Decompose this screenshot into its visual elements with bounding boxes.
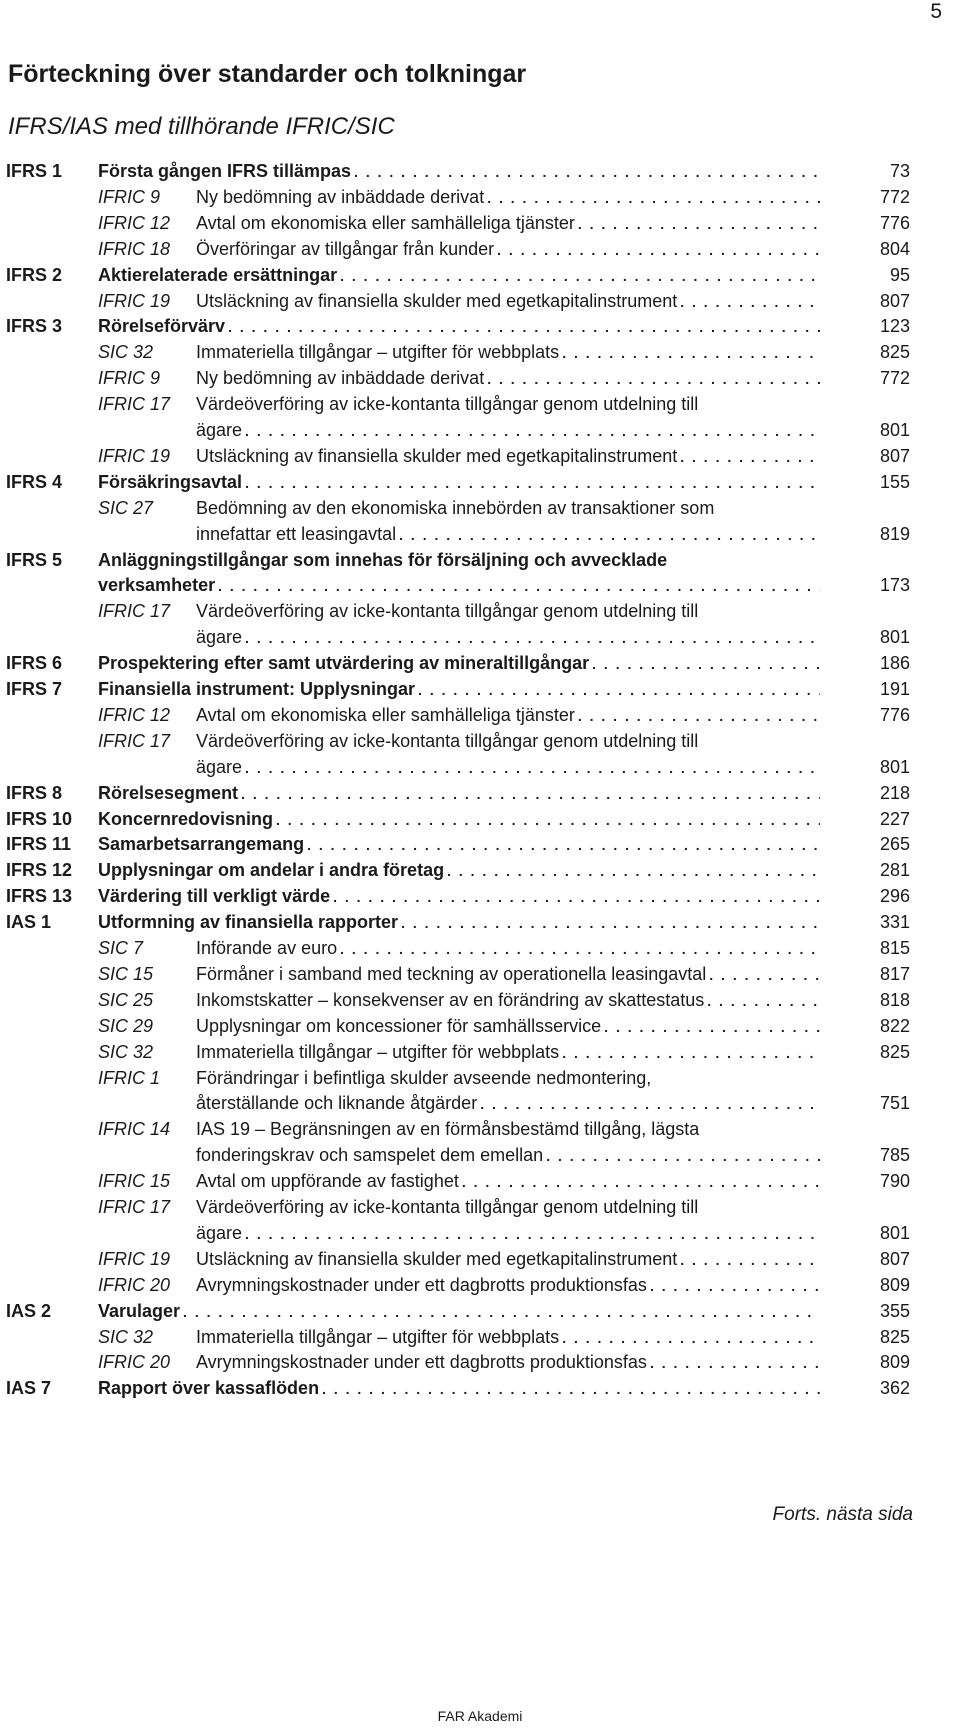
toc-page-number: 807 — [879, 1248, 910, 1269]
toc-interpretation-code: IFRIC 19 — [98, 1248, 171, 1269]
toc-standard-code: IFRS 7 — [6, 679, 63, 699]
toc-page-number: 785 — [879, 1145, 910, 1166]
toc-page-number: 95 — [889, 264, 910, 285]
toc-interpretation-code: IFRIC 20 — [98, 1274, 171, 1295]
toc-entry[interactable] — [0, 882, 960, 911]
toc-entry[interactable] — [0, 805, 960, 834]
toc-interpretation-code: IFRIC 1 — [98, 1067, 161, 1088]
toc-interpretation-code: IFRIC 19 — [98, 290, 171, 311]
toc-entry[interactable] — [0, 520, 960, 549]
toc-page-number: 815 — [879, 938, 910, 958]
toc-page-number: 186 — [879, 653, 910, 674]
toc-entry-title: Försäkringsavtal — [98, 471, 243, 492]
toc-entry-title: Rörelseförvärv — [98, 316, 226, 337]
toc-page-number: 296 — [879, 886, 910, 907]
toc-entry-title: verksamheter — [98, 575, 216, 596]
toc-entry[interactable] — [0, 209, 960, 238]
toc-standard-code: IFRS 13 — [6, 886, 73, 907]
toc-interpretation-code: SIC 32 — [98, 1041, 154, 1062]
toc-entry[interactable] — [0, 649, 960, 678]
toc-entry-title: Upplysningar om koncessioner för samhällsservice — [196, 1015, 602, 1036]
toc-entry-title: fonderingskrav och samspelet dem emellan — [196, 1145, 544, 1166]
toc-entry[interactable] — [0, 908, 960, 937]
toc-page-number: 807 — [879, 445, 910, 466]
toc-page-number: 751 — [879, 1093, 910, 1114]
toc-entry-title: ägare — [196, 627, 243, 648]
toc-page-number: 801 — [879, 756, 910, 777]
toc-interpretation-code: IFRIC 14 — [98, 1119, 171, 1140]
toc-page-number: 355 — [879, 1300, 910, 1321]
page-number: 5 — [930, 0, 942, 23]
toc-page-number: 801 — [879, 627, 910, 648]
toc-entry[interactable] — [0, 1012, 960, 1041]
toc-page-number: 776 — [879, 212, 910, 233]
toc-entry[interactable] — [0, 1374, 960, 1403]
toc-entry[interactable] — [0, 623, 960, 652]
toc-standard-code: IFRS 11 — [6, 834, 72, 855]
toc-entry-title: Immateriella tillgångar – utgifter för webbplats — [196, 1326, 560, 1347]
toc-standard-code: IAS 7 — [6, 1378, 52, 1399]
continued-note: Forts. nästa sida — [772, 1504, 913, 1525]
toc-interpretation-code: IFRIC 18 — [98, 238, 171, 259]
toc-entry-title: Utsläckning av finansiella skulder med egetkapitalinstrument — [196, 445, 678, 466]
toc-page-number: 801 — [879, 420, 910, 440]
toc-interpretation-code: SIC 25 — [98, 989, 154, 1010]
toc-interpretation-code: IFRIC 19 — [98, 445, 171, 466]
toc-entry-title: Rapport över kassaflöden — [98, 1378, 320, 1399]
toc-page-number: 801 — [879, 1222, 910, 1243]
toc-entry[interactable] — [0, 1141, 960, 1170]
toc-standard-code: IFRS 10 — [6, 808, 73, 829]
toc-entry[interactable] — [0, 312, 960, 341]
toc-entry-title: Förändringar i befintliga skulder avseende nedmontering, — [196, 1067, 652, 1088]
toc-standard-code: IFRS 6 — [6, 653, 63, 674]
toc-entry-title: Finansiella instrument: Upplysningar — [98, 679, 416, 699]
toc-entry-title: Anläggningstillgångar som innehas för försäljning och avvecklade — [98, 549, 668, 570]
toc-interpretation-code: IFRIC 12 — [98, 704, 171, 725]
toc-interpretation-code: IFRIC 9 — [98, 368, 161, 389]
toc-entry-title: Prospektering efter samt utvärdering av mineraltillgångar — [98, 653, 590, 674]
toc-page-number: 123 — [879, 316, 910, 337]
toc-entry[interactable] — [0, 416, 960, 445]
toc-standard-code: IFRS 3 — [6, 316, 63, 337]
toc-entry[interactable] — [0, 338, 960, 367]
toc-entry[interactable] — [0, 830, 960, 859]
toc-standard-code: IAS 1 — [6, 912, 52, 933]
toc-entry-title: ägare — [196, 756, 243, 777]
toc-entry-title: IAS 19 – Begränsningen av en förmånsbestämd tillgång, lägsta — [196, 1119, 700, 1140]
toc-interpretation-code: SIC 7 — [98, 938, 144, 958]
toc-entry-title: Avrymningskostnader under ett dagbrotts produktionsfas — [196, 1352, 647, 1373]
toc-entry[interactable] — [0, 1193, 960, 1222]
toc-standard-code: IFRS 1 — [6, 161, 63, 181]
toc-entry[interactable] — [0, 390, 960, 419]
toc-entry-title: Värdeöverföring av icke-kontanta tillgångar genom utdelning till — [196, 601, 699, 622]
toc-interpretation-code: IFRIC 15 — [98, 1171, 171, 1192]
toc-entry-title: Aktierelaterade ersättningar — [98, 264, 338, 285]
toc-entry[interactable] — [0, 442, 960, 471]
toc-entry[interactable] — [0, 1038, 960, 1067]
toc-entry[interactable] — [0, 1245, 960, 1274]
toc-entry-title: Avrymningskostnader under ett dagbrotts produktionsfas — [196, 1274, 647, 1295]
toc-page-number: 331 — [879, 912, 910, 933]
toc-page-number: 281 — [879, 860, 910, 881]
toc-page-number: 819 — [879, 523, 910, 544]
toc-entry-title: Varulager — [98, 1300, 181, 1321]
toc-interpretation-code: IFRIC 12 — [98, 212, 171, 233]
toc-entry-title: Upplysningar om andelar i andra företag — [98, 860, 445, 881]
toc-page-number: 776 — [879, 704, 910, 725]
toc-page-number: 73 — [889, 161, 910, 181]
toc-entry-title: Avtal om ekonomiska eller samhälleliga tjänster — [196, 704, 575, 725]
toc-entry-title: Bedömning av den ekonomiska innebörden av transaktioner som — [196, 497, 715, 518]
toc-entry[interactable] — [0, 1064, 960, 1093]
toc-entry[interactable] — [0, 779, 960, 808]
page-title: Förteckning över standarder och tolkningar — [8, 60, 527, 88]
toc-entry-title: innefattar ett leasingavtal — [196, 523, 397, 544]
toc-standard-code: IAS 2 — [6, 1300, 52, 1321]
footer-publisher: FAR Akademi — [437, 1708, 523, 1724]
toc-entry-title: Immateriella tillgångar – utgifter för webbplats — [196, 1041, 560, 1062]
toc-entry-title: Utsläckning av finansiella skulder med egetkapitalinstrument — [196, 1248, 678, 1269]
toc-page-number: 155 — [879, 471, 910, 492]
toc-page-number: 817 — [879, 963, 910, 984]
toc-entry[interactable] — [0, 1297, 960, 1326]
toc-page-number: 772 — [879, 368, 910, 389]
toc-entry-title: Ny bedömning av inbäddade derivat — [196, 186, 485, 207]
toc-entry[interactable] — [0, 546, 960, 575]
toc-entry[interactable] — [0, 183, 960, 212]
toc-entry-title: Ny bedömning av inbäddade derivat — [196, 368, 485, 389]
toc-interpretation-code: IFRIC 17 — [98, 394, 171, 415]
toc-entry[interactable] — [0, 1115, 960, 1144]
page-subtitle: IFRS/IAS med tillhörande IFRIC/SIC — [8, 113, 395, 140]
toc-interpretation-code: SIC 32 — [98, 1326, 154, 1347]
toc-entry[interactable] — [0, 675, 960, 704]
toc-page-number: 772 — [879, 186, 910, 207]
toc-entry-title: Värdeöverföring av icke-kontanta tillgångar genom utdelning till — [196, 394, 699, 415]
toc-entry[interactable] — [0, 856, 960, 885]
toc-dot-leader — [322, 1375, 820, 1404]
toc-entry-title: ägare — [196, 1222, 243, 1243]
toc-entry-title: Koncernredovisning — [98, 808, 274, 829]
toc-interpretation-code: SIC 29 — [98, 1015, 154, 1036]
toc-entry[interactable] — [0, 235, 960, 264]
toc-entry[interactable] — [0, 468, 960, 497]
toc-entry-title: Avtal om uppförande av fastighet — [196, 1171, 459, 1192]
toc-interpretation-code: SIC 15 — [98, 963, 154, 984]
toc-page-number: 825 — [879, 342, 910, 363]
toc-entry-title: återställande och liknande åtgärder — [196, 1093, 478, 1114]
toc-interpretation-code: IFRIC 20 — [98, 1352, 171, 1373]
toc-standard-code: IFRS 5 — [6, 549, 63, 570]
toc-entry-title: Utsläckning av finansiella skulder med egetkapitalinstrument — [196, 290, 678, 311]
toc-standard-code: IFRS 2 — [6, 264, 63, 285]
toc-entry[interactable] — [0, 934, 960, 963]
toc-entry[interactable] — [0, 960, 960, 989]
toc-entry[interactable] — [0, 157, 960, 186]
toc-page-number: 809 — [879, 1274, 910, 1295]
toc-entry[interactable] — [0, 494, 960, 523]
toc-standard-code: IFRS 8 — [6, 782, 63, 803]
toc-entry[interactable] — [0, 701, 960, 730]
toc-page-number: 804 — [879, 238, 910, 259]
toc-entry[interactable] — [0, 1167, 960, 1196]
toc-page-number: 807 — [879, 290, 910, 311]
toc-page-number: 825 — [879, 1326, 910, 1347]
toc-interpretation-code: IFRIC 17 — [98, 730, 171, 751]
toc-entry-title: Första gången IFRS tillämpas — [98, 161, 352, 181]
toc-standard-code: IFRS 4 — [6, 471, 63, 492]
toc-interpretation-code: IFRIC 17 — [98, 601, 171, 622]
toc-page-number: 818 — [879, 989, 910, 1010]
toc-page-number: 227 — [879, 808, 910, 829]
toc-entry[interactable] — [0, 986, 960, 1015]
toc-entry-title: Inkomstskatter – konsekvenser av en förändring av skattestatus — [196, 989, 705, 1010]
toc-page-number: 362 — [879, 1378, 910, 1399]
toc-entry-title: Avtal om ekonomiska eller samhälleliga tjänster — [196, 212, 575, 233]
toc-entry[interactable] — [0, 1323, 960, 1352]
toc-entry[interactable] — [0, 727, 960, 756]
toc-page-number: 822 — [879, 1015, 910, 1036]
toc-page-number: 173 — [879, 575, 910, 596]
toc-entry[interactable] — [0, 597, 960, 626]
toc-entry[interactable] — [0, 1348, 960, 1377]
toc-standard-code: IFRS 12 — [6, 860, 73, 881]
toc-entry-title: Värdering till verkligt värde — [98, 886, 331, 907]
toc-entry[interactable] — [0, 1219, 960, 1248]
toc-interpretation-code: SIC 27 — [98, 497, 154, 518]
toc-page-number: 191 — [879, 679, 910, 699]
toc-entry-title: Överföringar av tillgångar från kunder — [196, 238, 495, 259]
toc-interpretation-code: IFRIC 17 — [98, 1197, 171, 1217]
toc-entry-title: Immateriella tillgångar – utgifter för webbplats — [196, 342, 560, 363]
toc-entry[interactable] — [0, 753, 960, 782]
toc-page-number: 809 — [879, 1352, 910, 1373]
toc-entry-title: Värdeöverföring av icke-kontanta tillgångar genom utdelning till — [196, 1197, 699, 1217]
toc-entry[interactable] — [0, 261, 960, 290]
toc-page-number: 218 — [879, 782, 910, 803]
toc-interpretation-code: SIC 32 — [98, 342, 154, 363]
toc-entry-title: Samarbetsarrangemang — [98, 834, 305, 855]
toc-entry-title: Värdeöverföring av icke-kontanta tillgångar genom utdelning till — [196, 730, 699, 751]
toc-entry[interactable] — [0, 1089, 960, 1118]
toc-interpretation-code: IFRIC 9 — [98, 186, 161, 207]
toc-entry-title: Rörelsesegment — [98, 782, 239, 803]
toc-entry[interactable] — [0, 364, 960, 393]
toc-entry-title: Utformning av finansiella rapporter — [98, 912, 399, 933]
toc-page-number: 790 — [879, 1171, 910, 1192]
toc-entry[interactable] — [0, 571, 960, 600]
toc-page-number: 265 — [879, 834, 910, 855]
toc-page-number: 825 — [879, 1041, 910, 1062]
toc-entry-title: Införande av euro — [196, 938, 338, 958]
toc-entry-title: ägare — [196, 420, 243, 440]
toc-entry[interactable] — [0, 1271, 960, 1300]
toc-entry[interactable] — [0, 287, 960, 316]
toc-entry-title: Förmåner i samband med teckning av operationella leasingavtal — [196, 963, 707, 984]
